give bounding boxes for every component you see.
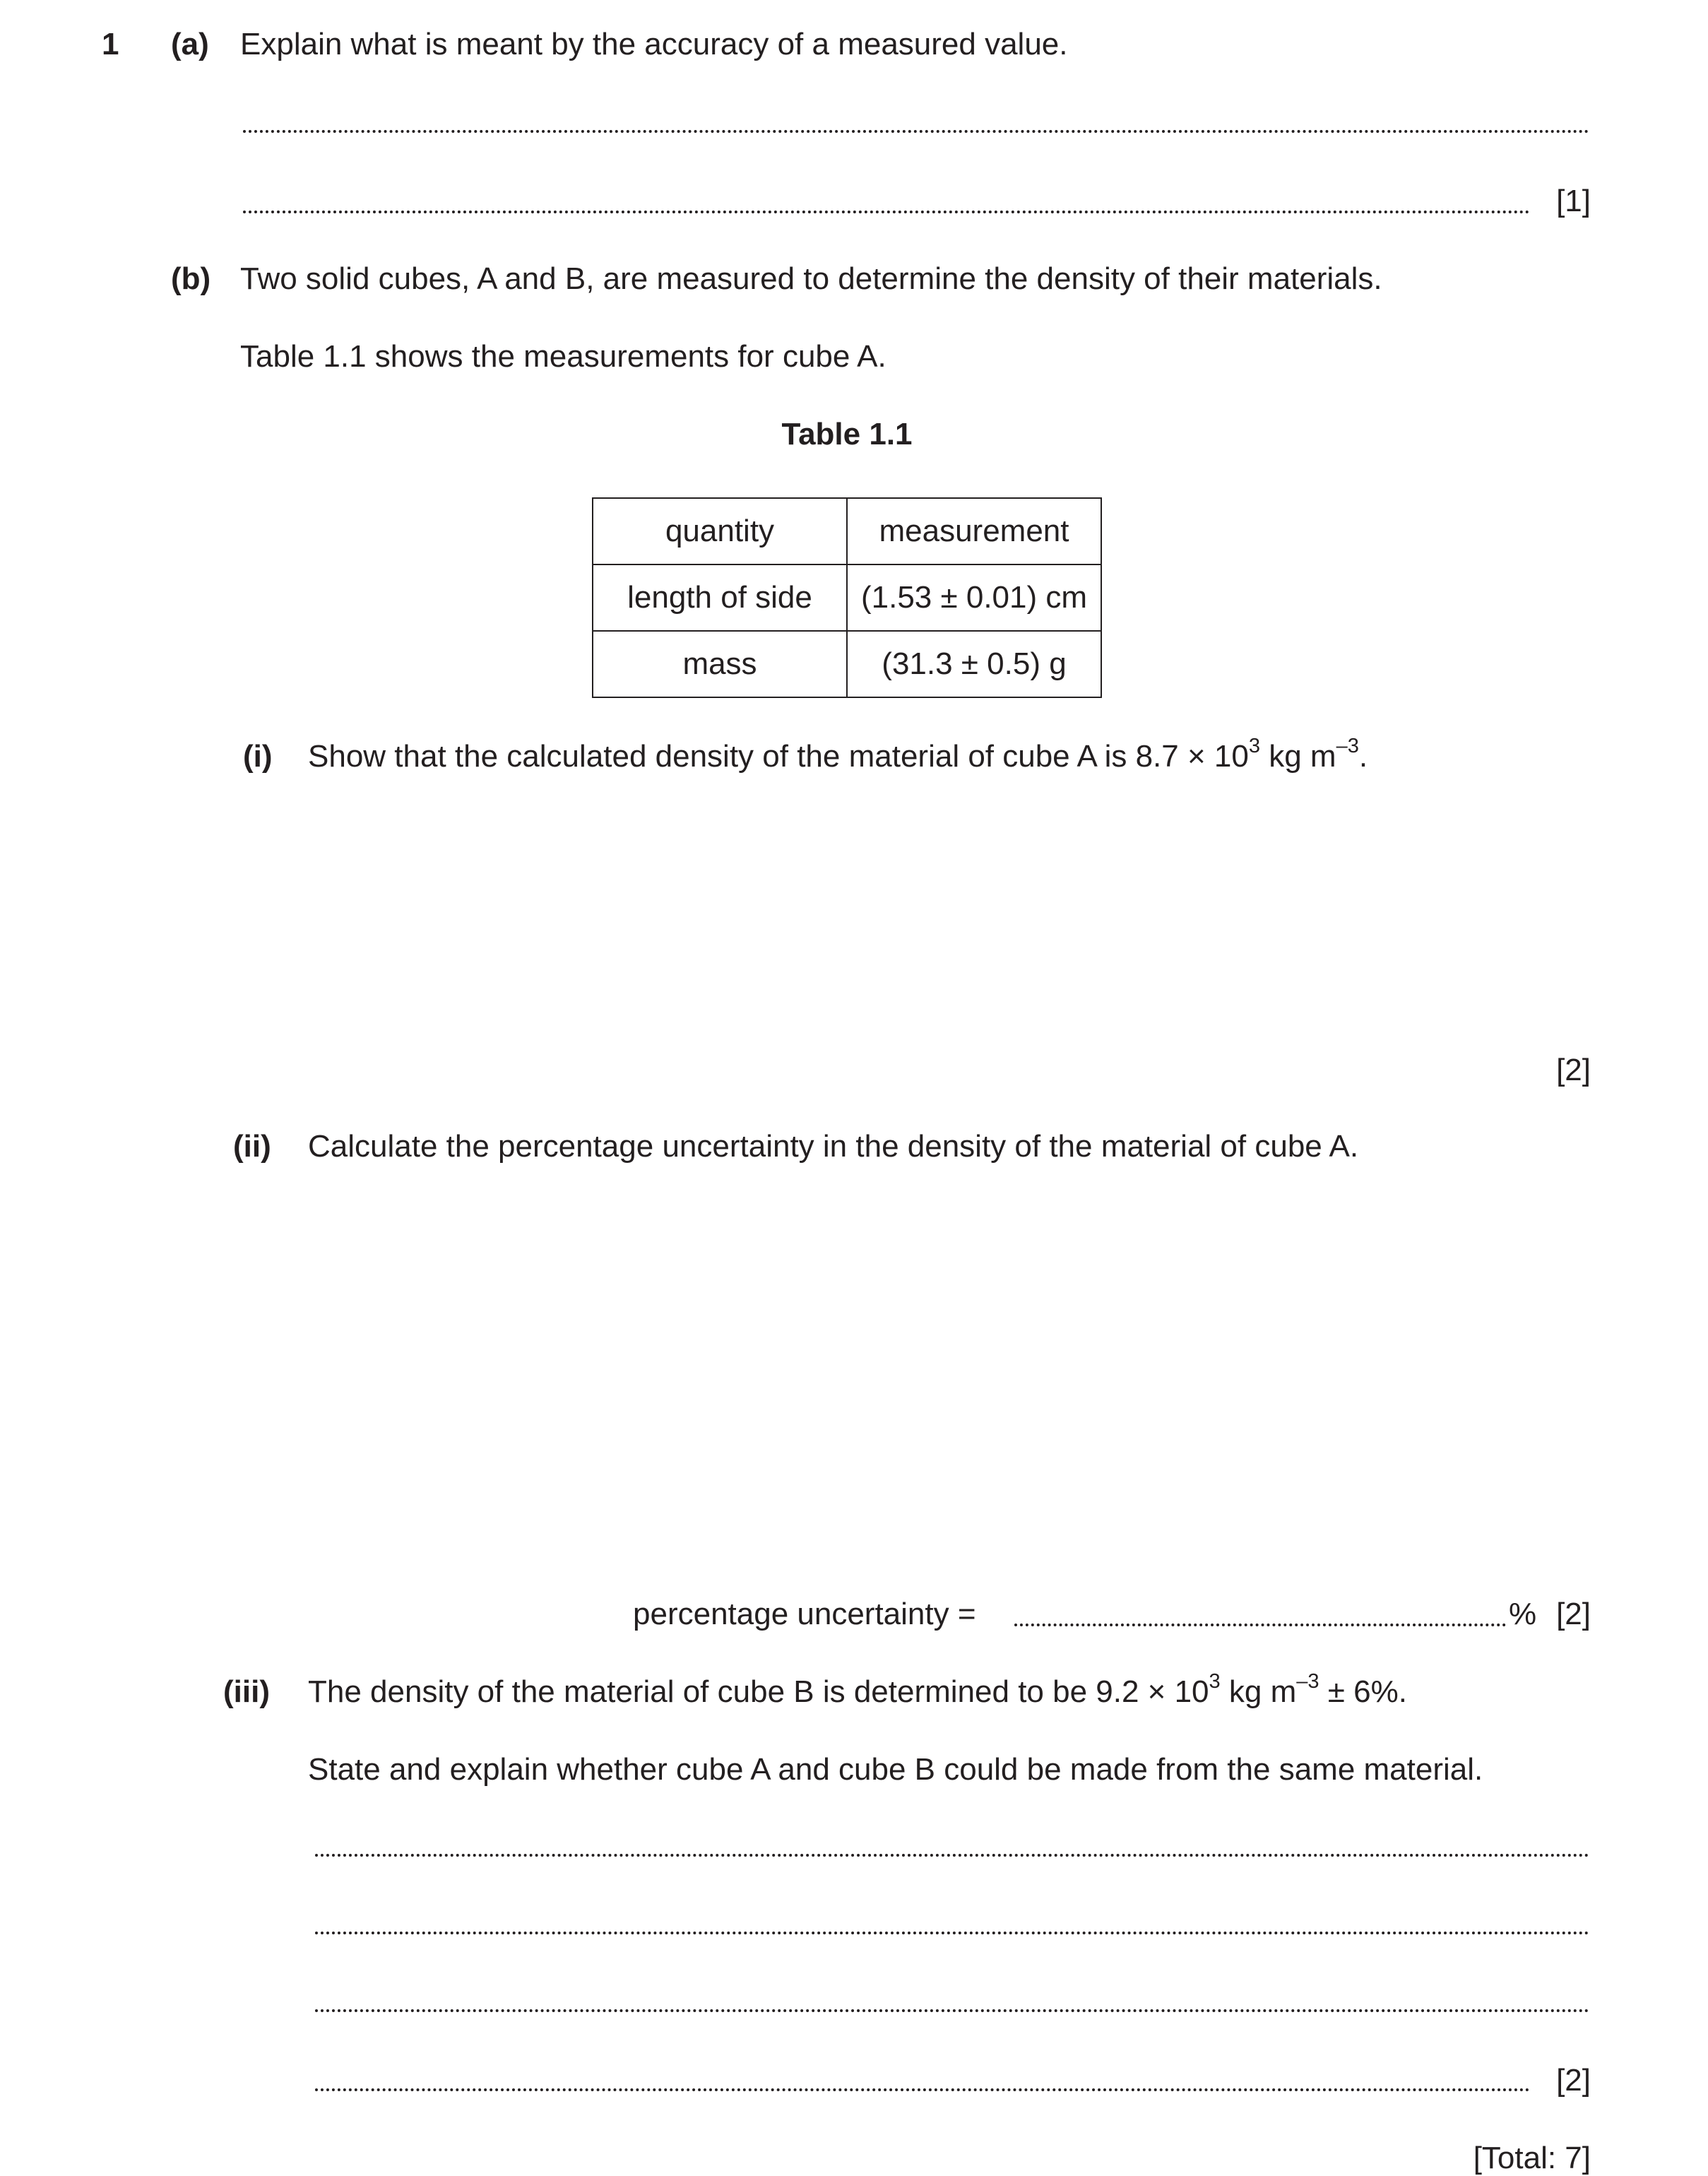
part-i-text-after: . [1358, 739, 1368, 774]
part-b-label: (b) [171, 261, 211, 296]
question-number: 1 [102, 27, 119, 61]
part-i-exponent-1: 3 [1248, 735, 1260, 758]
part-ii-marks: [2] [1556, 1597, 1591, 1631]
answer-line-a-1[interactable] [243, 130, 1589, 133]
part-iii-text-mid: kg m [1220, 1674, 1297, 1709]
part-i-exponent-2: –3 [1336, 735, 1359, 758]
part-ii-question: Calculate the percentage uncertainty in the density of the material of cube A. [308, 1129, 1359, 1164]
table-row [593, 631, 1101, 697]
part-i-question [308, 735, 1368, 774]
question-total: [Total: 7] [1473, 2141, 1591, 2175]
part-b-question: Two solid cubes, A and B, are measured to determine the density of their materials. [240, 261, 1382, 296]
table-title: Table 1.1 [781, 417, 913, 451]
part-iii-text-before: The density of the material of cube B is determined to be 9.2 × 10 [308, 1674, 1209, 1709]
part-ii-label: (ii) [233, 1129, 271, 1164]
table-cell-measurement: (1.53 ± 0.01) cm [847, 564, 1101, 631]
part-i-text-before: Show that the calculated density of the material of cube A is 8.7 × 10 [308, 739, 1249, 774]
percentage-unit: % [1509, 1597, 1537, 1631]
part-iii-question [308, 1670, 1407, 1710]
part-a-label: (a) [171, 27, 209, 61]
part-b-intro: Table 1.1 shows the measurements for cube A. [240, 339, 886, 374]
table-header-quantity: quantity [593, 498, 847, 564]
part-a-marks: [1] [1556, 184, 1591, 218]
part-iii-label: (iii) [223, 1674, 270, 1709]
answer-line-iii-4[interactable] [315, 2088, 1530, 2091]
part-iii-exponent-1: 3 [1209, 1670, 1221, 1693]
part-iii-exponent-2: –3 [1296, 1670, 1319, 1693]
answer-line-iii-1[interactable] [315, 1854, 1589, 1857]
table-header-measurement: measurement [847, 498, 1101, 564]
part-i-marks: [2] [1556, 1053, 1591, 1087]
part-i-label: (i) [243, 739, 273, 774]
table-cell-measurement: (31.3 ± 0.5) g [847, 631, 1101, 697]
answer-line-a-2[interactable] [243, 211, 1530, 213]
part-a-question: Explain what is meant by the accuracy of a measured value. [240, 27, 1068, 61]
measurements-table [592, 497, 1102, 698]
percentage-uncertainty-label: percentage uncertainty = [633, 1597, 976, 1631]
answer-line-iii-3[interactable] [315, 2009, 1589, 2012]
table-header-row [593, 498, 1101, 564]
percentage-uncertainty-answer-line[interactable] [1014, 1624, 1506, 1626]
table-cell-quantity: mass [593, 631, 847, 697]
answer-line-iii-2[interactable] [315, 1932, 1589, 1934]
part-iii-text-after: ± 6%. [1319, 1674, 1407, 1709]
part-iii-prompt: State and explain whether cube A and cube B could be made from the same material. [308, 1752, 1483, 1787]
table-row [593, 564, 1101, 631]
part-iii-marks: [2] [1556, 2063, 1591, 2098]
table-cell-quantity: length of side [593, 564, 847, 631]
part-i-text-mid: kg m [1259, 739, 1336, 774]
